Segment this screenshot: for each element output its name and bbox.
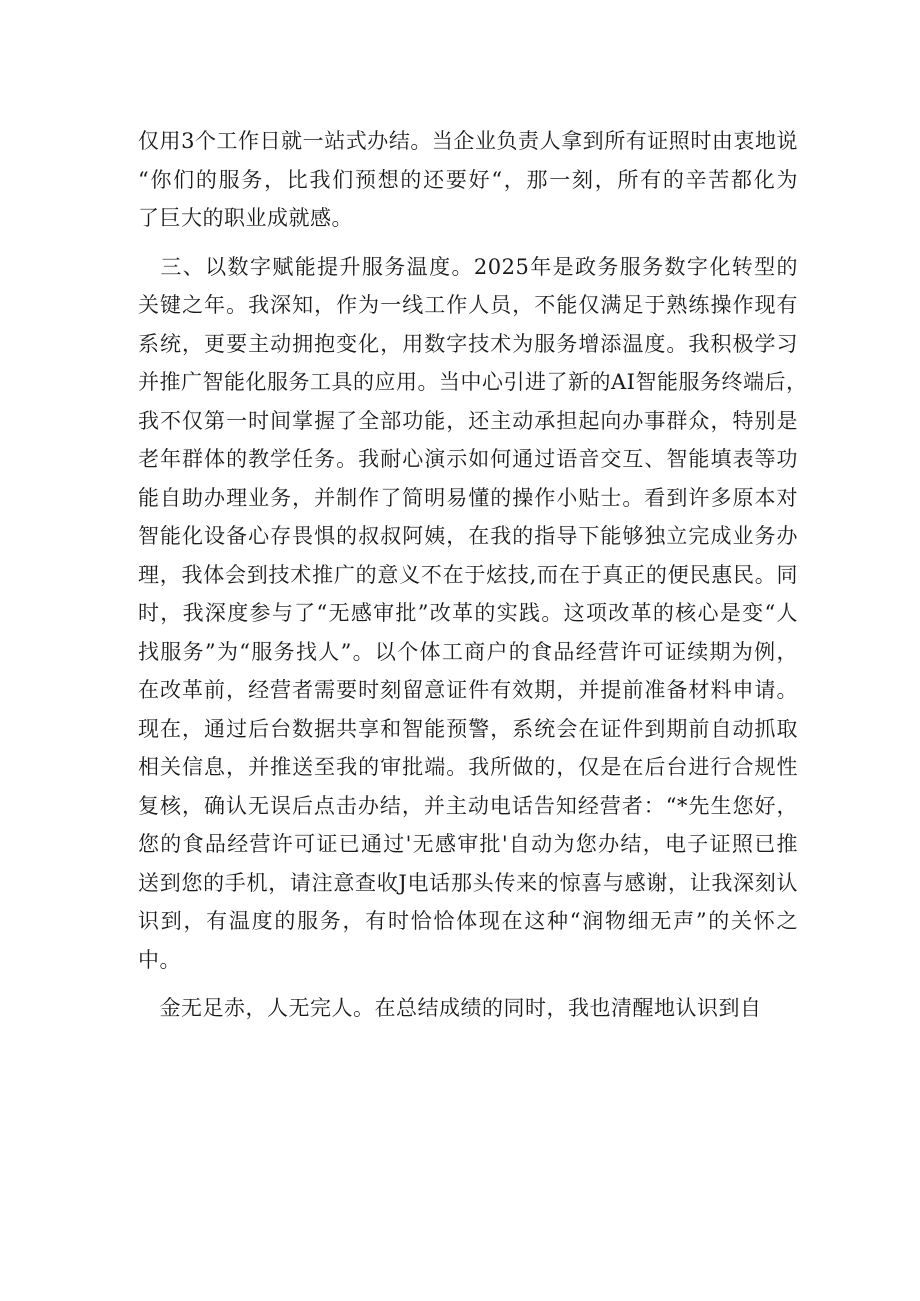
text-line: 找服务”为“服务找人”。以个体工商户的食品经营许可证续期为例， bbox=[138, 639, 798, 664]
text-line: 系统，更要主动拥抱变化，用数字技术为服务增添温度。我积极学习 bbox=[138, 331, 798, 356]
text-line: 复核，确认无误后点击办结，并主动电话告知经营者：“*先生您好， bbox=[138, 793, 798, 818]
paragraph-2 bbox=[138, 248, 808, 980]
text-line: 时，我深度参与了“无感审批”改革的实践。这项改革的核心是变“人 bbox=[138, 601, 798, 625]
text-line: 中。 bbox=[138, 947, 181, 972]
text-line: 智能化设备心存畏惧的叔叔阿姨，在我的指导下能够独立完成业务办 bbox=[138, 524, 798, 548]
text-line: 老年群体的教学任务。我耐心演示如何通过语音交互、智能填表等功 bbox=[138, 447, 798, 471]
text-line: 金无足赤，人无完人。在总结成绩的同时，我也清醒地认识到自 bbox=[138, 996, 762, 1020]
text-line: 并推广智能化服务工具的应用。当中心引进了新的AI智能服务终端后， bbox=[138, 370, 808, 394]
text-line: 我不仅第一时间掌握了全部功能，还主动承担起向办事群众，特别是 bbox=[138, 408, 798, 433]
text-line: 了巨大的职业成就感。 bbox=[138, 206, 353, 230]
text-line: 送到您的手机，请注意查收J电话那头传来的惊喜与感谢，让我深刻认 bbox=[138, 870, 798, 895]
text-line: 在改革前，经营者需要时刻留意证件有效期，并提前准备材料申请。 bbox=[138, 678, 798, 702]
paragraph-3 bbox=[138, 989, 798, 1028]
text-line: 仅用3个工作日就一站式办结。当企业负责人拿到所有证照时由衷地说 bbox=[138, 129, 798, 153]
text-line: 相关信息，并推送至我的审批端。我所做的，仅是在后台进行合规性 bbox=[138, 755, 798, 779]
text-line: 理，我体会到技术推广的意义不在于炫技,而在于真正的便民惠民。同 bbox=[138, 562, 798, 587]
text-line: 识到，有温度的服务，有时恰恰体现在这种“润物细无声”的关怀之 bbox=[138, 909, 798, 933]
body-text bbox=[138, 122, 808, 1028]
text-line: 现在，通过后台数据共享和智能预警，系统会在证件到期前自动抓取 bbox=[138, 716, 798, 741]
text-line: 能自助办理业务，并制作了简明易懂的操作小贴士。看到许多原本对 bbox=[138, 485, 798, 510]
text-line: “你们的服务，比我们预想的还要好“，那一刻，所有的辛苦都化为 bbox=[138, 167, 798, 192]
text-line: 您的食品经营许可证已通过'无感审批'自动为您办结，电子证照已推 bbox=[138, 832, 798, 856]
text-line: 关键之年。我深知，作为一线工作人员，不能仅满足于熟练操作现有 bbox=[138, 293, 798, 317]
paragraph-1 bbox=[138, 122, 798, 238]
text-line: 三、以数字赋能提升服务温度。2025年是政务服务数字化转型的 bbox=[138, 254, 798, 279]
